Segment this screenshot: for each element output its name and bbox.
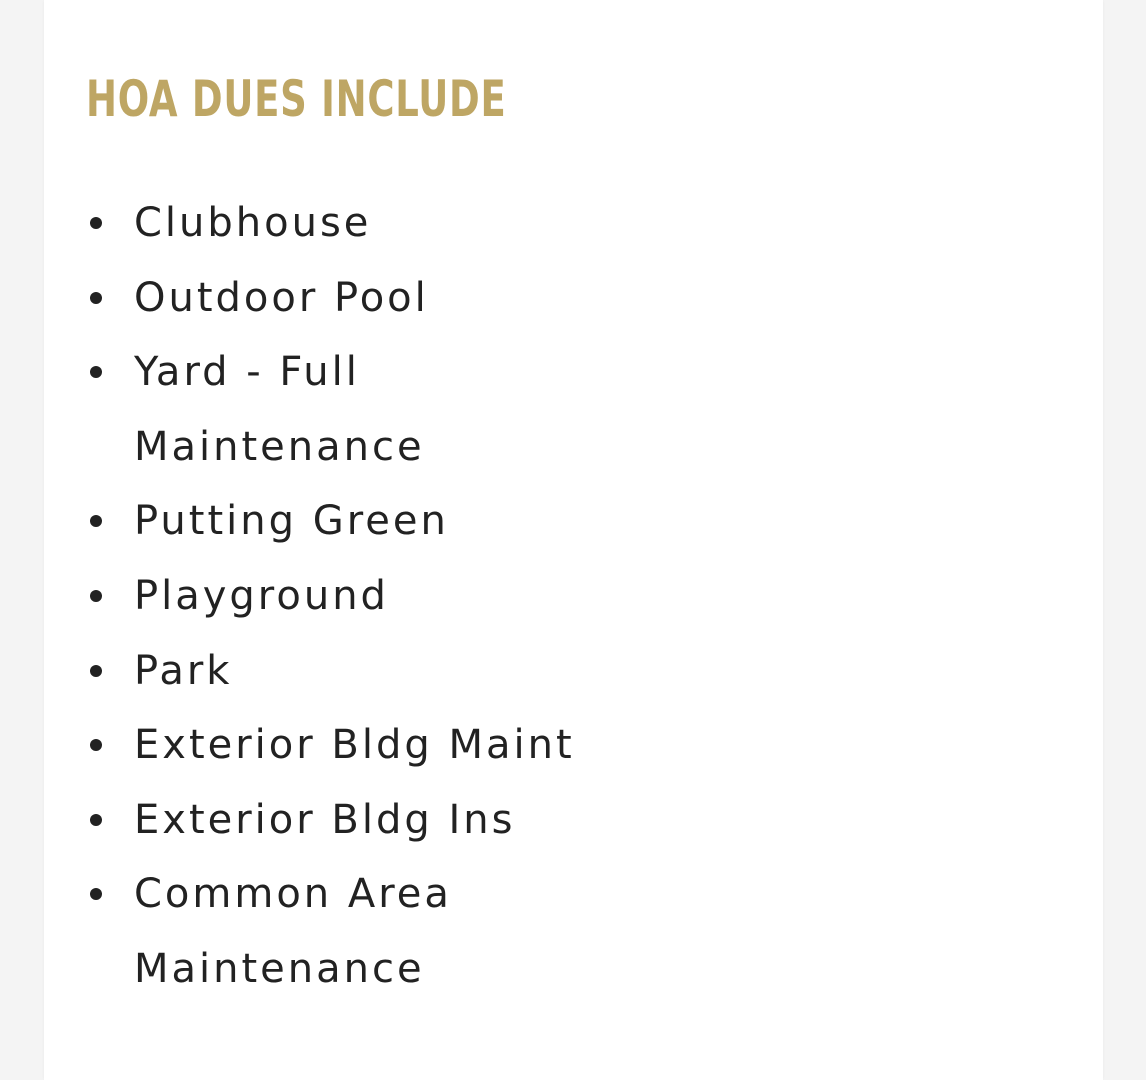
bullet-icon: [90, 739, 102, 751]
bullet-icon: [90, 217, 102, 229]
list-item-label: Exterior Bldg Maint: [134, 722, 575, 769]
content-card: [44, 0, 1103, 1080]
list-item: [44, 261, 594, 336]
bullet-icon: [90, 888, 102, 900]
list-item-label: Common Area Maintenance: [134, 871, 452, 992]
list-item: [44, 783, 594, 858]
list-item-label: Putting Green: [134, 498, 449, 545]
list-item: [44, 335, 594, 484]
list-item-label: Clubhouse: [134, 200, 372, 246]
amenities-list: [44, 186, 594, 1007]
bullet-icon: [90, 292, 102, 304]
bullet-icon: [90, 665, 102, 677]
list-item-label: Outdoor Pool: [134, 274, 429, 321]
list-item: [44, 857, 594, 1006]
list-item-label: Park: [134, 647, 233, 694]
list-item: [44, 559, 594, 634]
list-item-label: Yard - Full Maintenance: [134, 349, 425, 470]
list-item: [44, 708, 594, 783]
bullet-icon: [90, 590, 102, 602]
list-item-label: Exterior Bldg Ins: [134, 796, 516, 843]
list-item: [44, 186, 594, 261]
list-item-label: Playground: [134, 572, 389, 619]
bullet-icon: [90, 814, 102, 826]
list-item: [44, 634, 594, 709]
bullet-icon: [90, 366, 102, 378]
list-item: [44, 484, 594, 559]
bullet-icon: [90, 515, 102, 527]
section-heading: HOA DUES INCLUDE: [86, 70, 507, 128]
